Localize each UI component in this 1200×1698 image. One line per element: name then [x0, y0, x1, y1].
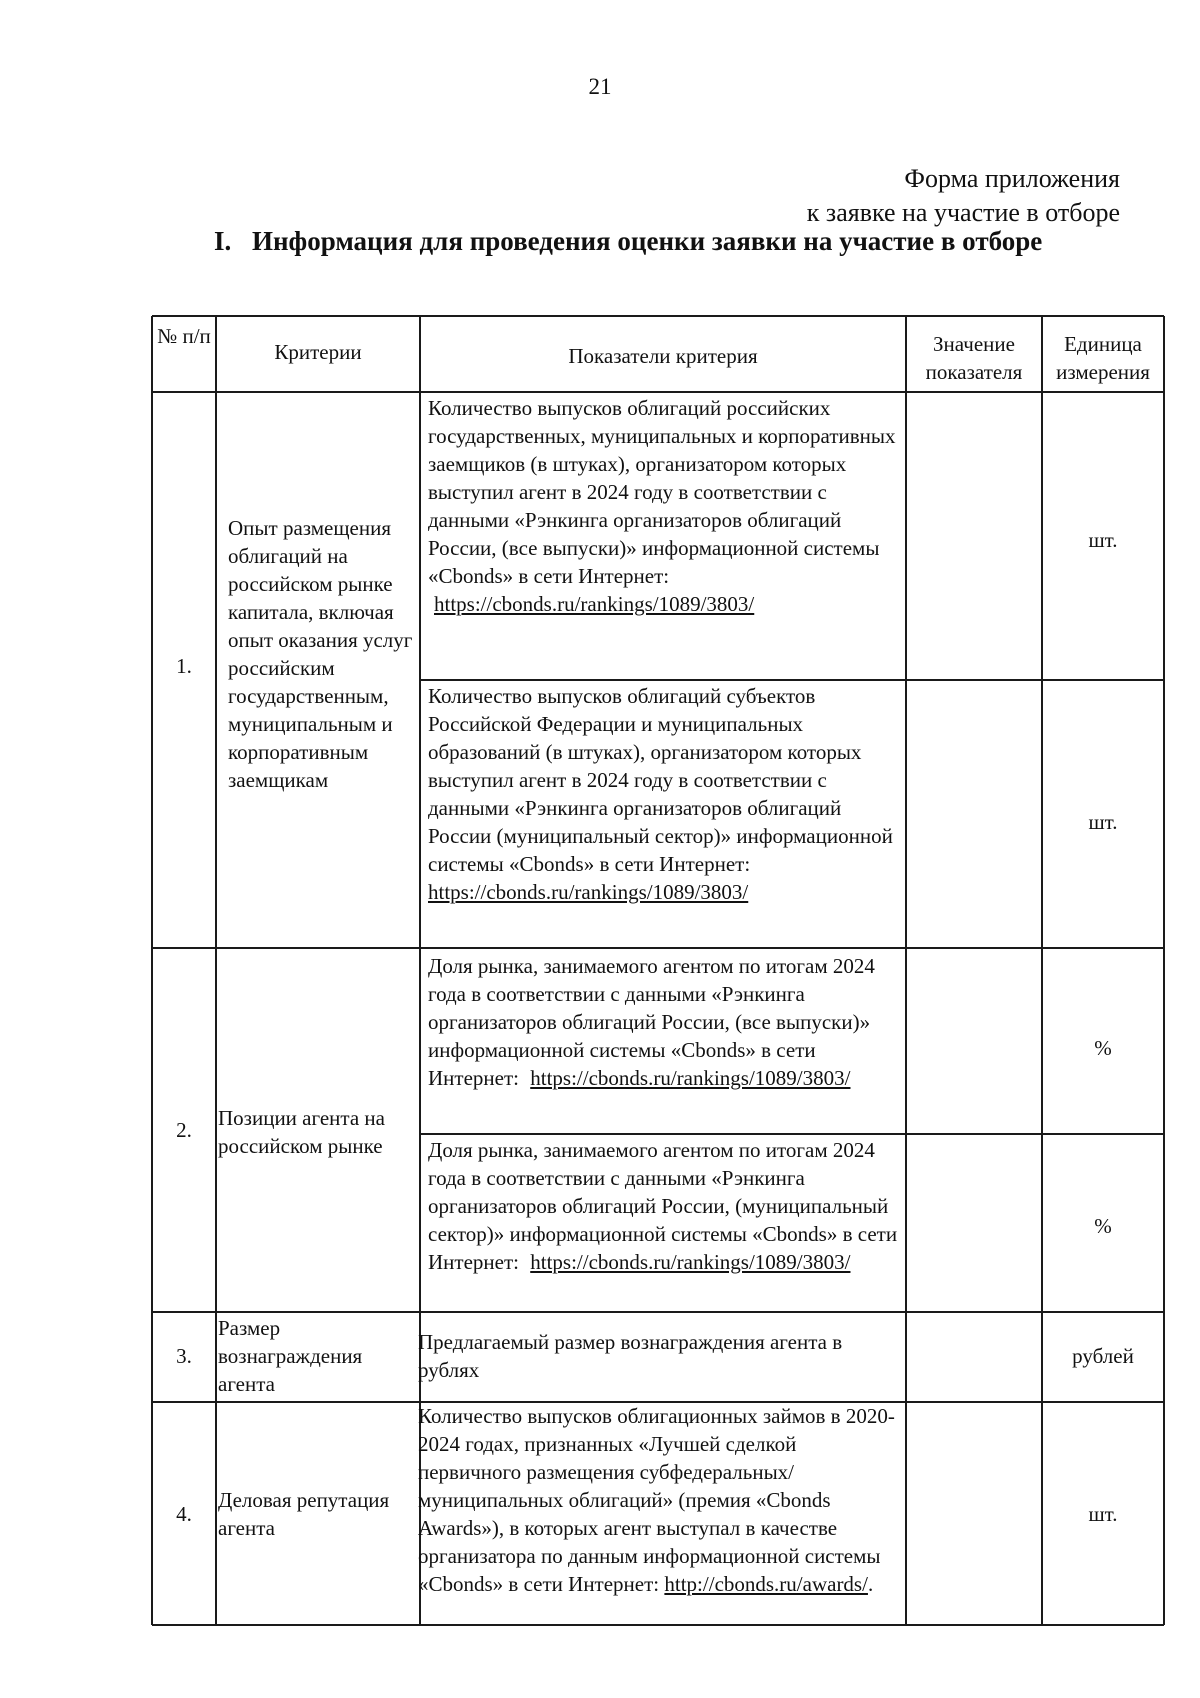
indicator-link[interactable]: http://cbonds.ru/awards/ [664, 1572, 868, 1596]
section-title-text: Информация для проведения оценки заявки на участие в отборе [252, 226, 1043, 256]
indicator-trail: . [867, 1572, 874, 1596]
indicator-text: Доля рынка, занимаемого агентом по итогам 2024 года в соответствии с данными «Рэнкинга организаторов облигаций России, (все выпуски)» информационной системы «Cbonds» в сети Интернет: [428, 954, 875, 1090]
row-2-indicator-2-unit: % [1094, 1214, 1112, 1238]
row-4-criterion: Деловая репутация агента [218, 1488, 390, 1540]
row-2-indicator-1-unit: % [1094, 1036, 1112, 1060]
row-2-indicator-2 [428, 1136, 902, 1276]
row-1-indicator-2-unit: шт. [1088, 810, 1118, 834]
row-1-criterion: Опыт размещения облигаций на российском рынке капитала, включая опыт оказания услуг российским государственным, муниципальным и корпоративным заемщикам [228, 516, 413, 792]
section-title [214, 226, 1042, 257]
indicator-text: Доля рынка, занимаемого агентом по итогам 2024 года в соответствии с данными «Рэнкинга организаторов облигаций России, (муниципальный сектор)» информационной системы «Cbonds» в сети Интернет: [428, 1138, 898, 1274]
indicator-text: Количество выпусков облигаций субъектов Российской Федерации и муниципальных образований (в штуках), организатором которых выступил агент в 2024 году в соответствии с данными «Рэнкинга организаторов облигаций России (муниципальный сектор)» информационной системы «Cbonds» в сети Интернет: [428, 684, 893, 876]
indicator-link[interactable]: https://cbonds.ru/rankings/1089/3803/ [530, 1066, 851, 1090]
row-2-indicator-1 [428, 952, 902, 1092]
indicator-link[interactable]: https://cbonds.ru/rankings/1089/3803/ [434, 592, 755, 616]
page-number: 21 [588, 74, 612, 99]
indicator-link[interactable]: https://cbonds.ru/rankings/1089/3803/ [530, 1250, 851, 1274]
row-3-criterion: Размер вознаграждения агента [218, 1316, 363, 1396]
header-unit: Единица измерения [1056, 332, 1150, 384]
row-1-indicator-1 [428, 394, 902, 618]
row-1-indicator-2 [428, 682, 902, 906]
row-3-indicator-1 [418, 1328, 902, 1384]
header-indicators: Показатели критерия [568, 344, 758, 368]
row-1-indicator-1-unit: шт. [1088, 528, 1118, 552]
row-4-indicator-1-unit: шт. [1088, 1502, 1118, 1526]
header-num: № п/п [157, 324, 211, 348]
header-criteria: Критерии [274, 340, 362, 364]
row-2-num: 2. [176, 1118, 192, 1142]
indicator-text: Количество выпусков облигационных займов в 2020-2024 годах, признанных «Лучшей сделкой первичного размещения субфедеральных/муниципальных облигаций» (премия «Cbonds Awards»), в которых агент выступал в качестве организатора по данным информационной системы «Cbonds» в сети Интернет: [418, 1404, 895, 1596]
row-4-indicator-1 [418, 1402, 902, 1598]
indicator-text: Количество выпусков облигаций российских государственных, муниципальных и корпоративных заемщиков (в штуках), организатором которых выступил агент в 2024 году в соответствии с данными «Рэнкинга организаторов облигаций России, (все выпуски)» информационной системы «Cbonds» в сети Интернет: [428, 396, 896, 588]
header-value: Значение показателя [925, 332, 1023, 384]
row-1-num: 1. [176, 654, 192, 678]
row-3-num: 3. [176, 1344, 192, 1368]
indicator-link[interactable]: https://cbonds.ru/rankings/1089/3803/ [428, 880, 749, 904]
section-number: I. [214, 226, 232, 256]
indicator-text: Предлагаемый размер вознаграждения агента в рублях [418, 1330, 843, 1382]
row-2-criterion: Позиции агента на российском рынке [218, 1106, 385, 1158]
form-label-line-2: к заявке на участие в отборе [806, 198, 1120, 227]
row-4-num: 4. [176, 1502, 192, 1526]
row-3-indicator-1-unit: рублей [1072, 1344, 1134, 1368]
form-label-line-1: Форма приложения [904, 164, 1120, 193]
